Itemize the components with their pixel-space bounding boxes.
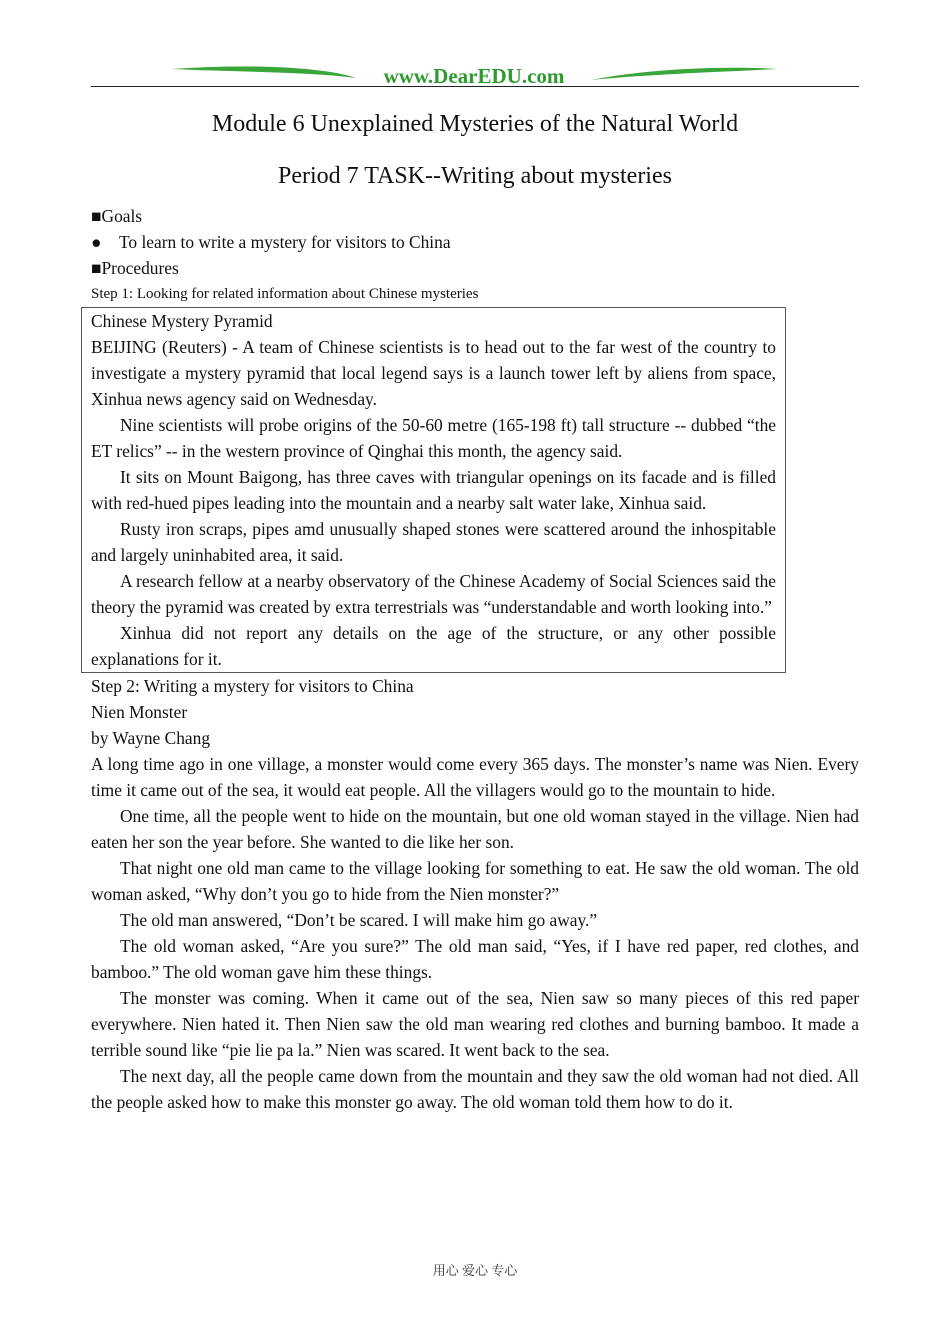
procedures-heading: ■Procedures — [91, 258, 179, 278]
step2-label: Step 2: Writing a mystery for visitors to China — [91, 676, 414, 696]
article-paragraph: Xinhua did not report any details on the age of the structure, or any other possible explanations for it. — [91, 623, 776, 669]
page-footer: 用心 爱心 专心 — [432, 1263, 518, 1278]
article-paragraph: A research fellow at a nearby observatory of the Chinese Academy of Social Sciences said the theory the pyramid was created by extra terrestrials was “understandable and worth looking into.” — [91, 571, 776, 617]
left-swoosh-icon — [171, 66, 356, 78]
story-paragraph: The old woman asked, “Are you sure?” The old man said, “Yes, if I have red paper, red clothes, and bamboo.” The old woman gave him these things. — [91, 936, 859, 982]
header-rule — [91, 86, 859, 87]
story-paragraph: That night one old man came to the village looking for something to eat. He saw the old woman. The old woman asked, “Why don’t you go to hide from the Nien monster?” — [91, 858, 859, 904]
article-paragraph: Nine scientists will probe origins of the 50-60 metre (165-198 ft) tall structure -- dubbed “the ET relics” -- in the western province of Qinghai this month, the agency said. — [91, 415, 776, 461]
story-paragraph: The old man answered, “Don’t be scared. I will make him go away.” — [120, 910, 598, 930]
bullet-icon: ● — [91, 232, 102, 252]
article-paragraph: BEIJING (Reuters) - A team of Chinese scientists is to head out to the far west of the country to investigate a mystery pyramid that local legend says is a launch tower left by aliens from space, Xinhua news agency said on Wednesday. — [91, 337, 776, 409]
story-paragraph: One time, all the people went to hide on the mountain, but one old woman stayed in the village. Nien had eaten her son the year before. She wanted to die like her son. — [91, 806, 859, 852]
story-paragraph: A long time ago in one village, a monster would come every 365 days. The monster’s name was Nien. Every time it came out of the sea, it would eat people. All the villagers would go to the mountain to hide. — [91, 754, 859, 800]
goals-heading: ■Goals — [91, 206, 143, 226]
lesson-body — [91, 203, 859, 1115]
page-title: Module 6 Unexplained Mysteries of the Natural World — [211, 111, 739, 137]
site-header — [91, 60, 859, 90]
article-title: Chinese Mystery Pyramid — [91, 311, 273, 331]
step1-label: Step 1: Looking for related information about Chinese mysteries — [91, 286, 479, 302]
article-paragraph: Rusty iron scraps, pipes amd unusually shaped stones were scattered around the inhospitable and largely uninhabited area, it said. — [91, 519, 776, 565]
right-swoosh-icon — [591, 68, 777, 80]
article-paragraph: It sits on Mount Baigong, has three caves with triangular openings on its facade and is filled with red-hued pipes leading into the mountain and a nearby salt water lake, Xinhua said. — [91, 467, 776, 513]
goal-item — [91, 229, 859, 255]
story-paragraph: The monster was coming. When it came out of the sea, Nien saw so many pieces of this red paper everywhere. Nien hated it. Then Nien saw the old man wearing red clothes and burning bamboo. It made a terrible sound like “pie lie pa la.” Nien was scared. It went back to the sea. — [91, 988, 859, 1060]
story-paragraph: The next day, all the people came down from the mountain and they saw the old woman had not died. All the people asked how to make this monster go away. The old woman told them how to do it. — [91, 1066, 859, 1112]
logo-text: www.DearEDU.com — [383, 64, 565, 88]
goal-text: To learn to write a mystery for visitors to China — [119, 232, 451, 252]
story-title: Nien Monster — [91, 702, 188, 722]
article-box — [81, 307, 786, 673]
story-byline: by Wayne Chang — [91, 728, 211, 748]
page-subtitle: Period 7 TASK--Writing about mysteries — [278, 163, 672, 189]
story-text — [91, 751, 859, 1115]
